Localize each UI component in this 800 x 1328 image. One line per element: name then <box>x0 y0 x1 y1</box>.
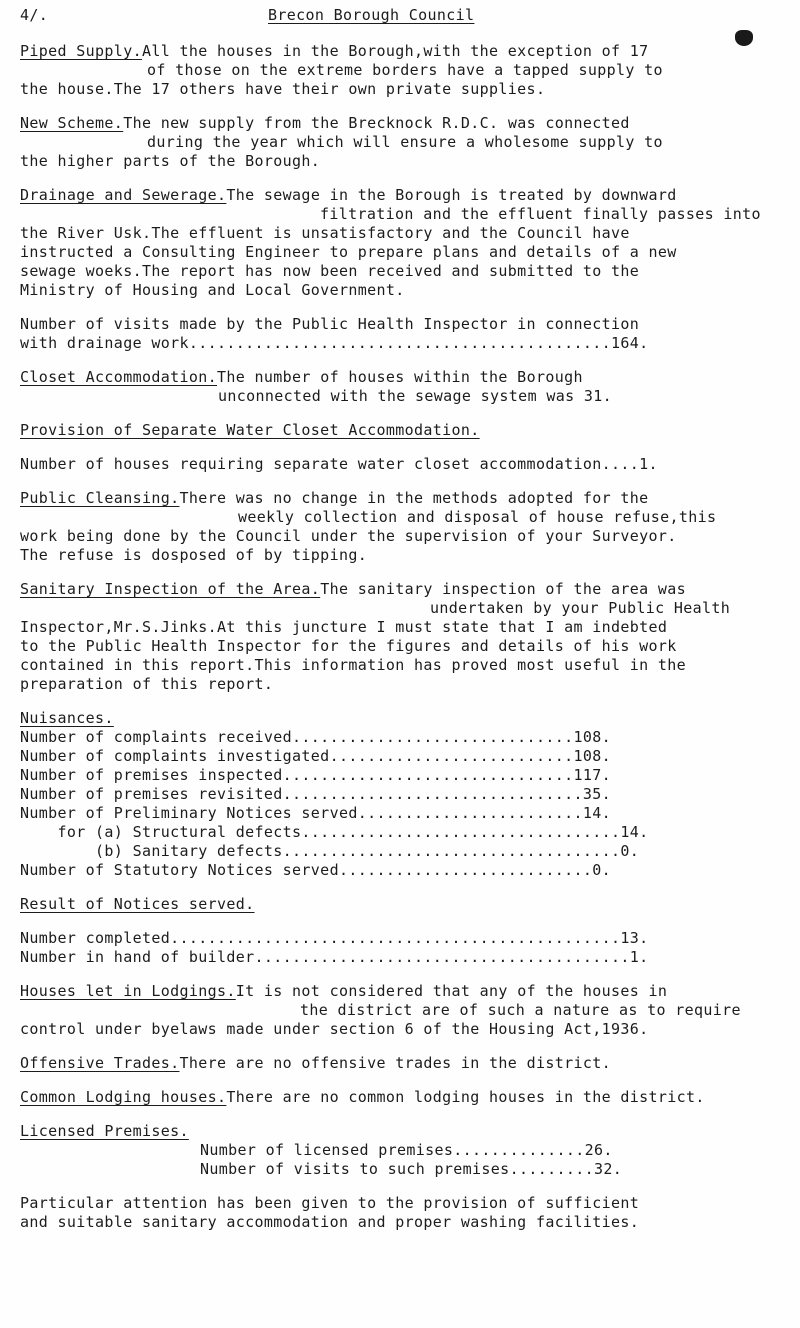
paragraph-line: contained in this report.This information has proved most useful in the <box>20 656 687 674</box>
paragraph-line: and suitable sanitary accommodation and proper washing facilities. <box>20 1213 640 1231</box>
paragraph-line: the River Usk.The effluent is unsatisfactory and the Council have <box>20 224 630 242</box>
section-heading: Offensive Trades. <box>20 1054 180 1072</box>
section-heading: Licensed Premises. <box>20 1122 189 1140</box>
drainage-first-line: Drainage and Sewerage.The sewage in the Borough is treated by downward <box>20 186 677 204</box>
paragraph-line: control under byelaws made under section 6 of the Housing Act,1936. <box>20 1020 649 1038</box>
list-item: (b) Sanitary defects....................................0. <box>20 842 640 860</box>
offensive-line: Offensive Trades.There are no offensive trades in the district. <box>20 1054 611 1072</box>
new-scheme-first-line: New Scheme.The new supply from the Brecknock R.D.C. was connected <box>20 114 630 132</box>
closet-first-line: Closet Accommodation.The number of houses within the Borough <box>20 368 583 386</box>
paragraph-line: Number of visits made by the Public Health Inspector in connection <box>20 315 640 333</box>
section-heading: Provision of Separate Water Closet Accommodation. <box>20 421 480 439</box>
list-item: for (a) Structural defects..................................14. <box>20 823 649 841</box>
list-item: Number in hand of builder........................................1. <box>20 948 649 966</box>
paragraph-line: work being done by the Council under the supervision of your Surveyor. <box>20 527 677 545</box>
page-title: Brecon Borough Council <box>268 6 475 24</box>
section-heading: New Scheme. <box>20 114 124 132</box>
list-item: Number of complaints received..............................108. <box>20 728 611 746</box>
lodgings-first-line: Houses let in Lodgings.It is not considered that any of the houses in <box>20 982 668 1000</box>
sanitary-first-line: Sanitary Inspection of the Area.The sanitary inspection of the area was <box>20 580 687 598</box>
section-heading: Common Lodging houses. <box>20 1088 227 1106</box>
paragraph-line: to the Public Health Inspector for the figures and details of his work <box>20 637 677 655</box>
paragraph-line: the district are of such a nature as to require <box>300 1001 741 1019</box>
list-item: Number of visits to such premises.........32. <box>200 1160 623 1178</box>
paragraph-line: Number of houses requiring separate water closet accommodation....1. <box>20 455 658 473</box>
ink-blot <box>735 30 753 46</box>
paragraph-line: the house.The 17 others have their own private supplies. <box>20 80 546 98</box>
paragraph-line: with drainage work.............................................164. <box>20 334 649 352</box>
list-item: Number of Statutory Notices served...........................0. <box>20 861 611 879</box>
section-heading: Sanitary Inspection of the Area. <box>20 580 321 598</box>
list-item: Number of premises revisited................................35. <box>20 785 611 803</box>
list-item: Number of premises inspected...............................117. <box>20 766 611 784</box>
paragraph-line: unconnected with the sewage system was 31. <box>218 387 612 405</box>
section-heading: Piped Supply. <box>20 42 142 60</box>
paragraph-line: instructed a Consulting Engineer to prepare plans and details of a new <box>20 243 677 261</box>
piped-supply-first-line: Piped Supply.All the houses in the Borough,with the exception of 17 <box>20 42 649 60</box>
section-heading: Result of Notices served. <box>20 895 255 913</box>
paragraph-line: filtration and the effluent finally passes into <box>320 205 761 223</box>
section-heading: Closet Accommodation. <box>20 368 217 386</box>
common-lodging-line: Common Lodging houses.There are no common lodging houses in the district. <box>20 1088 705 1106</box>
paragraph-line: Particular attention has been given to the provision of sufficient <box>20 1194 640 1212</box>
paragraph-line: of those on the extreme borders have a tapped supply to <box>147 61 663 79</box>
list-item: Number of Preliminary Notices served........................14. <box>20 804 611 822</box>
paragraph-line: Ministry of Housing and Local Government. <box>20 281 405 299</box>
paragraph-line: the higher parts of the Borough. <box>20 152 321 170</box>
section-heading: Public Cleansing. <box>20 489 180 507</box>
cleansing-first-line: Public Cleansing.There was no change in the methods adopted for the <box>20 489 649 507</box>
page-number: 4/. <box>20 6 49 24</box>
list-item: Number completed................................................13. <box>20 929 649 947</box>
paragraph-line: undertaken by your Public Health <box>430 599 731 617</box>
paragraph-line: sewage woeks.The report has now been received and submitted to the <box>20 262 640 280</box>
section-heading: Drainage and Sewerage. <box>20 186 227 204</box>
paragraph-line: during the year which will ensure a wholesome supply to <box>147 133 663 151</box>
section-heading: Houses let in Lodgings. <box>20 982 236 1000</box>
paragraph-line: preparation of this report. <box>20 675 274 693</box>
paragraph-line: weekly collection and disposal of house refuse,this <box>238 508 717 526</box>
list-item: Number of licensed premises..............26. <box>200 1141 613 1159</box>
section-heading: Nuisances. <box>20 709 114 727</box>
list-item: Number of complaints investigated..........................108. <box>20 747 611 765</box>
paragraph-line: The refuse is dosposed of by tipping. <box>20 546 368 564</box>
paragraph-line: Inspector,Mr.S.Jinks.At this juncture I must state that I am indebted <box>20 618 668 636</box>
